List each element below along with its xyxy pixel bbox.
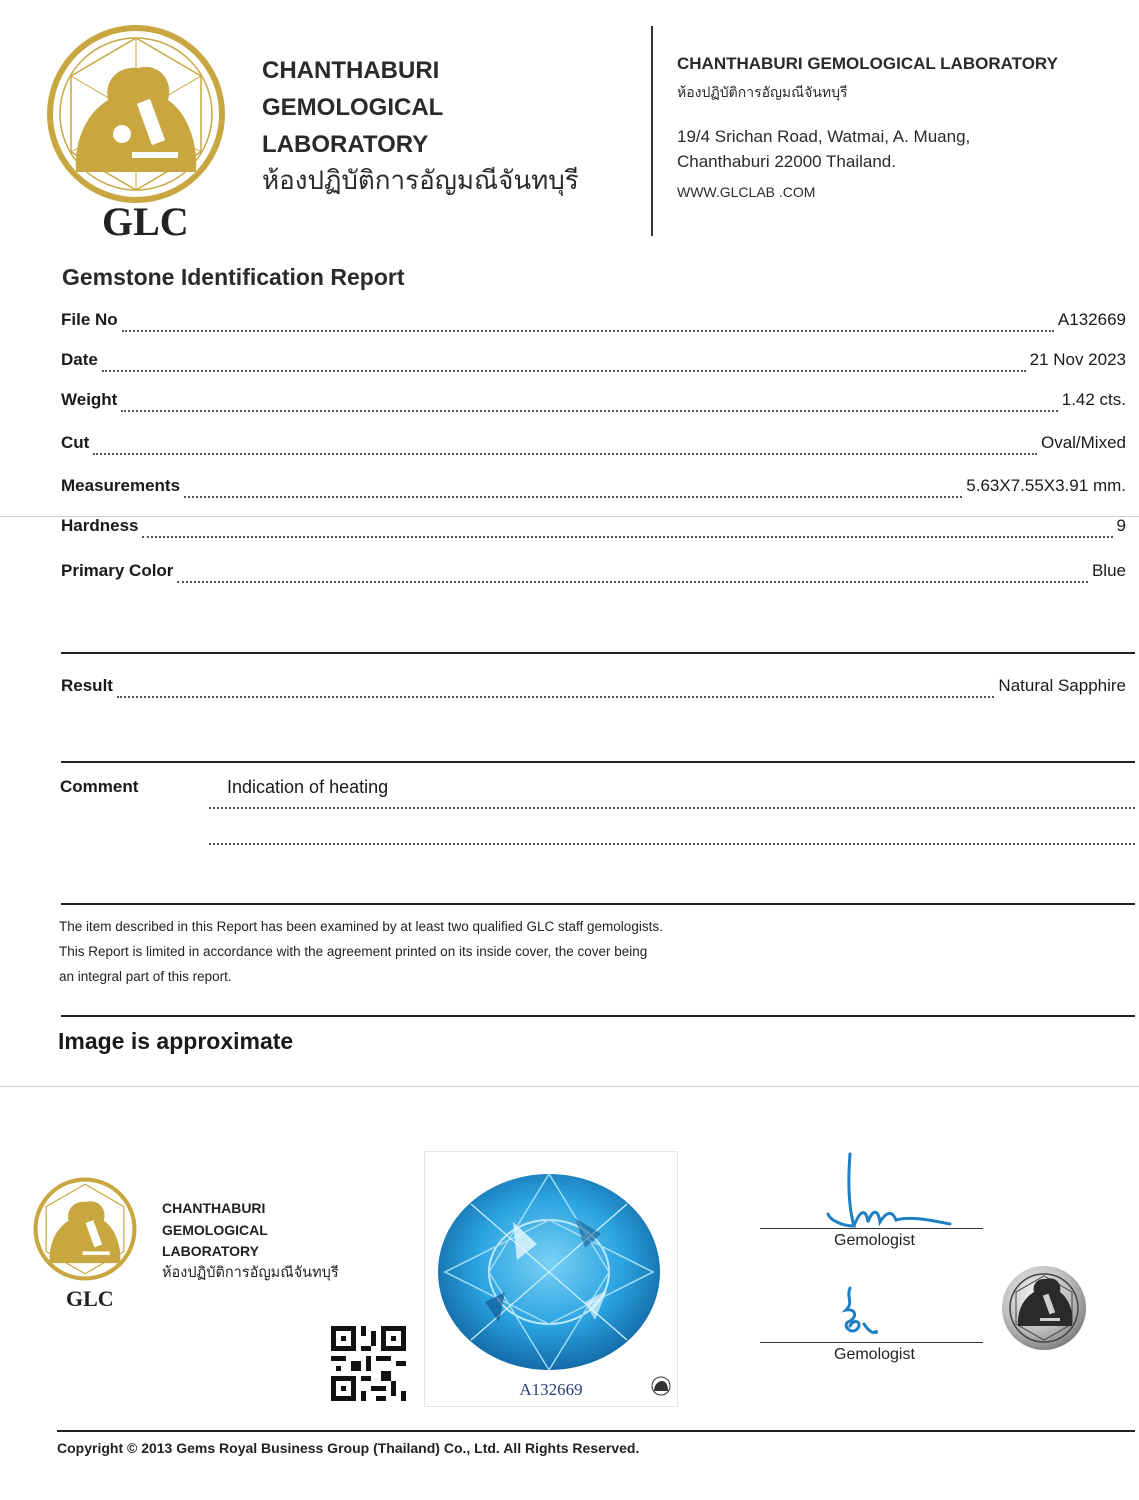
field-label: Measurements: [61, 476, 181, 495]
photo-report-id: A132669: [519, 1380, 583, 1399]
signature-label: Gemologist: [834, 1346, 915, 1363]
dot-leader: [93, 452, 1037, 455]
lab-name-thai: ห้องปฏิบัติการอัญมณีจันทบุรี: [262, 165, 579, 195]
dot-leader: [102, 369, 1026, 372]
lab-name-line-2: GEMOLOGICAL: [162, 1221, 268, 1238]
divider: [61, 1015, 1135, 1017]
dot-leader: [122, 329, 1054, 332]
address-thai: ห้องปฏิบัติการอัญมณีจันทบุรี: [677, 84, 848, 100]
result-value: Natural Sapphire: [998, 676, 1126, 695]
qr-code[interactable]: [331, 1326, 406, 1401]
field-cut: [61, 429, 1126, 459]
signature-label: Gemologist: [834, 1232, 915, 1249]
divider: [61, 761, 1135, 763]
website: WWW.GLCLAB .COM: [677, 184, 816, 200]
glc-emblem-icon: [32, 1176, 138, 1282]
dot-leader: [117, 695, 994, 698]
field-weight: [61, 386, 1126, 416]
disclaimer-line-1: The item described in this Report has been examined by at least two qualified GLC staff gemologists.: [59, 919, 663, 934]
field-file-no: [61, 306, 1126, 336]
result-label: Result: [61, 676, 113, 695]
field-value: A132669: [1057, 310, 1126, 329]
field-label: Date: [61, 350, 98, 369]
address-block: [677, 54, 1058, 200]
lab-name-line-3: LABORATORY: [262, 131, 429, 158]
field-value: 5.63X7.55X3.91 mm.: [966, 476, 1126, 495]
qr-code-icon: [331, 1326, 406, 1401]
field-measurements: [61, 472, 1126, 502]
lab-name-line-1: CHANTHABURI: [262, 57, 440, 84]
dot-leader: [142, 535, 1112, 538]
disclaimer-line-2: This Report is limited in accordance with the agreement printed on its inside cover, the cover being: [59, 944, 648, 959]
glc-logo: [46, 22, 226, 242]
dot-leader: [184, 495, 962, 498]
footer-divider: [57, 1430, 1135, 1432]
image-note: Image is approximate: [58, 1028, 294, 1054]
lab-name-line-2: GEMOLOGICAL: [262, 94, 444, 121]
signature-line: [760, 1228, 983, 1229]
field-value: 9: [1116, 516, 1126, 535]
sapphire-image: [425, 1152, 677, 1382]
field-primary-color: [61, 557, 1126, 587]
field-value: 21 Nov 2023: [1029, 350, 1126, 369]
field-label: Cut: [61, 433, 90, 452]
signature-line: [760, 1342, 983, 1343]
paper-fold: [0, 1086, 1139, 1087]
field-date: [61, 346, 1126, 376]
lab-name-small: [162, 1198, 339, 1284]
lab-name-thai: ห้องปฏิบัติการอัญมณีจันทบุรี: [162, 1264, 339, 1281]
lab-name: [262, 52, 579, 197]
address-lines: [677, 124, 1058, 174]
comment-label: Comment: [60, 777, 139, 796]
comment-dot-line: [209, 842, 1135, 845]
field-value: 1.42 cts.: [1061, 390, 1126, 409]
address-lab-name: CHANTHABURI GEMOLOGICAL LABORATORY: [677, 54, 1058, 73]
field-label: File No: [61, 310, 118, 329]
dot-leader: [121, 409, 1057, 412]
dot-leader: [177, 580, 1088, 583]
field-result: [61, 672, 1126, 702]
glc-logo-small: [32, 1176, 138, 1316]
lab-name-line-1: CHANTHABURI: [162, 1200, 266, 1216]
disclaimer: [59, 914, 663, 989]
field-label: Hardness: [61, 516, 139, 535]
copyright: Copyright © 2013 Gems Royal Business Group (Thailand) Co., Ltd. All Rights Reserved.: [57, 1440, 640, 1456]
field-hardness: [61, 512, 1126, 542]
header-divider: [651, 26, 653, 236]
field-label: Primary Color: [61, 561, 174, 580]
field-value: Blue: [1091, 561, 1126, 580]
divider: [61, 903, 1135, 905]
address-line-2: Chanthaburi 22000 Thailand.: [677, 152, 896, 171]
lab-name-line-3: LABORATORY: [162, 1243, 259, 1259]
signature-2: [832, 1284, 892, 1344]
signature-1: [820, 1150, 960, 1230]
comment-dot-line: [209, 806, 1135, 809]
divider: [61, 652, 1135, 654]
disclaimer-line-3: an integral part of this report.: [59, 969, 232, 984]
report-title: Gemstone Identification Report: [62, 264, 405, 290]
logo-text: GLC: [66, 1286, 114, 1311]
hologram-seal-icon: [1000, 1264, 1088, 1352]
gemstone-photo: [424, 1151, 678, 1407]
logo-text: GLC: [102, 199, 189, 244]
address-line-1: 19/4 Srichan Road, Watmai, A. Muang,: [677, 127, 971, 146]
field-value: Oval/Mixed: [1040, 433, 1126, 452]
comment-value: Indication of heating: [227, 777, 389, 797]
field-label: Weight: [61, 390, 118, 409]
